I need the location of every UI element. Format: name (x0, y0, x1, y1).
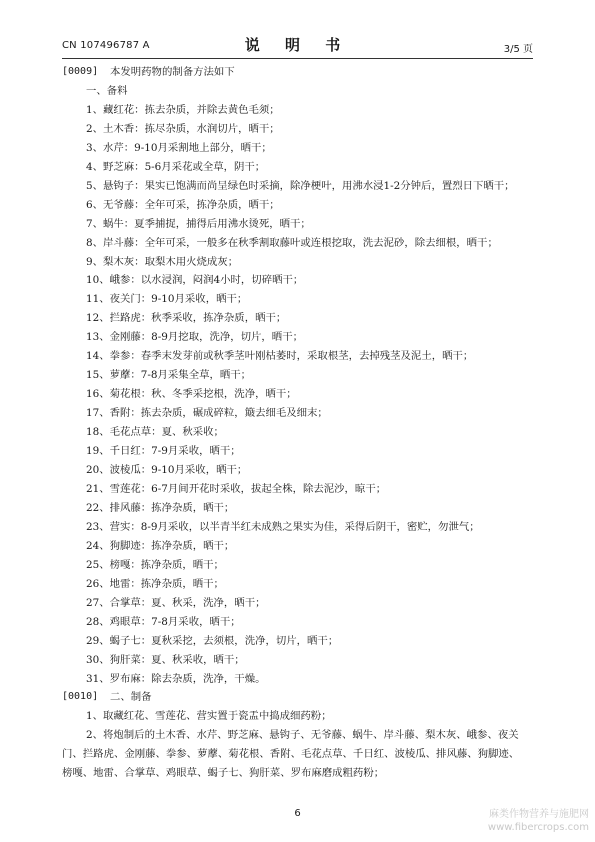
material-item: 24、狗脚迹：拣净杂质，晒干； (86, 539, 235, 552)
material-item: 28、鸡眼草：7-8月采收，晒干； (86, 615, 241, 628)
paragraph-0009 (62, 63, 534, 688)
material-item: 7、蜗牛：夏季捕捉，捕得后用沸水烫死，晒干； (86, 217, 311, 230)
material-list (62, 101, 534, 689)
prep-step-2-line-2: 门、拦路虎、金刚藤、拳参、萝藦、菊花根、香附、毛花点草、千日红、波棱瓜、排风藤、狗脚迹、 (62, 748, 520, 761)
prep-step-2-line-1: 2、将炮制后的土木香、水芹、野芝麻、悬钩子、无爷藤、蜗牛、岸斗藤、梨木灰、峨参、夜关 (86, 729, 519, 742)
material-item: 18、毛花点草：夏、秋采收； (86, 426, 224, 439)
material-item: 14、拳参：春季末发芽前或秋季茎叶刚枯萎时，采取根茎，去掉残茎及泥土，晒干； (86, 350, 474, 363)
material-item: 8、岸斗藤：全年可采，一般多在秋季割取藤叶或连根挖取，洗去泥砂，除去细根，晒干； (86, 236, 498, 249)
site-watermark (488, 808, 589, 834)
material-item: 11、夜关门：9-10月采收，晒干； (86, 293, 248, 306)
paragraph-0010 (62, 688, 534, 783)
material-item: 21、雪莲花：6-7月间开花时采收，拔起全株，除去泥沙，晾干； (86, 482, 387, 495)
material-item: 20、波棱瓜：9-10月采收，晒干； (86, 464, 248, 477)
material-item: 9、梨木灰：取梨木用火烧成灰； (86, 255, 239, 268)
material-item: 27、合掌草：夏、秋采，洗净，晒干； (86, 596, 266, 609)
watermark-text: 麻类作物营养与施肥网 (489, 809, 589, 820)
material-item: 15、萝藦：7-8月采集全草，晒干； (86, 369, 252, 382)
section-heading: 二、制备 (110, 691, 152, 704)
header-rule (62, 58, 533, 59)
document-title: 说 明 书 (244, 36, 351, 54)
material-item: 25、榜嘎：拣净杂质，晒干； (86, 558, 224, 571)
material-item: 29、蝎子七：夏秋采挖，去须根，洗净，切片，晒干； (86, 634, 339, 647)
material-item: 13、金刚藤：8-9月挖取，洗净，切片，晒干； (86, 331, 303, 344)
material-item: 2、土木香：拣尽杂质，水润切片，晒干； (86, 122, 280, 135)
material-item: 10、峨参：以水浸润，闷润4小时，切碎晒干； (86, 274, 304, 287)
page-indicator: 3/5 页 (503, 44, 533, 55)
page-number: 6 (294, 808, 301, 819)
patent-number: CN 107496787 A (62, 40, 150, 51)
material-item: 31、罗布麻：除去杂质，洗净，干燥。 (86, 672, 266, 685)
paragraph-intro: 本发明药物的制备方法如下 (110, 66, 235, 78)
watermark-url: www.fibercrops.com (487, 822, 589, 833)
material-item: 17、香附：拣去杂质，碾成碎粒，簸去细毛及细末； (86, 407, 328, 420)
document-body (62, 63, 534, 783)
material-item: 12、拦路虎：秋季采收，拣净杂质，晒干； (86, 312, 287, 325)
paragraph-tag: [0010] (62, 691, 99, 703)
material-item: 26、地雷：拣净杂质，晒干； (86, 577, 224, 590)
material-item: 23、营实：8-9月采收，以半青半红未成熟之果实为佳，采得后阴干，密贮，勿泄气； (86, 520, 480, 533)
material-item: 22、排风藤：拣净杂质，晒干； (86, 501, 235, 514)
section-heading: 一、备料 (86, 84, 128, 97)
prep-step-2-line-3: 榜嘎、地雷、合掌草、鸡眼草、蝎子七、狗肝菜、罗布麻磨成粗药粉； (62, 767, 385, 780)
material-item: 3、水芹：9-10月采割地上部分，晒干； (86, 141, 272, 154)
prep-step-1: 1、取藏红花、雪莲花、营实置于瓷盂中捣成细药粉； (86, 710, 332, 723)
material-item: 5、悬钩子：果实已饱满而尚呈绿色时采摘，除净梗叶，用沸水浸1-2分钟后，置烈日下晒干； (86, 179, 515, 192)
paragraph-tag: [0009] (62, 66, 99, 77)
material-item: 16、菊花根：秋、冬季采挖根，洗净，晒干； (86, 388, 297, 401)
material-item: 19、千日红：7-9月采收，晒干； (86, 445, 241, 458)
material-item: 4、野芝麻：5-6月采花或全草，阴干； (86, 160, 266, 173)
material-item: 30、狗肝菜：夏、秋采收，晒干； (86, 653, 245, 666)
material-item: 6、无爷藤：全年可采，拣净杂质，晒干； (86, 198, 280, 211)
material-item: 1、藏红花：拣去杂质，并除去黄色毛须； (86, 103, 280, 116)
page-header (62, 34, 533, 56)
